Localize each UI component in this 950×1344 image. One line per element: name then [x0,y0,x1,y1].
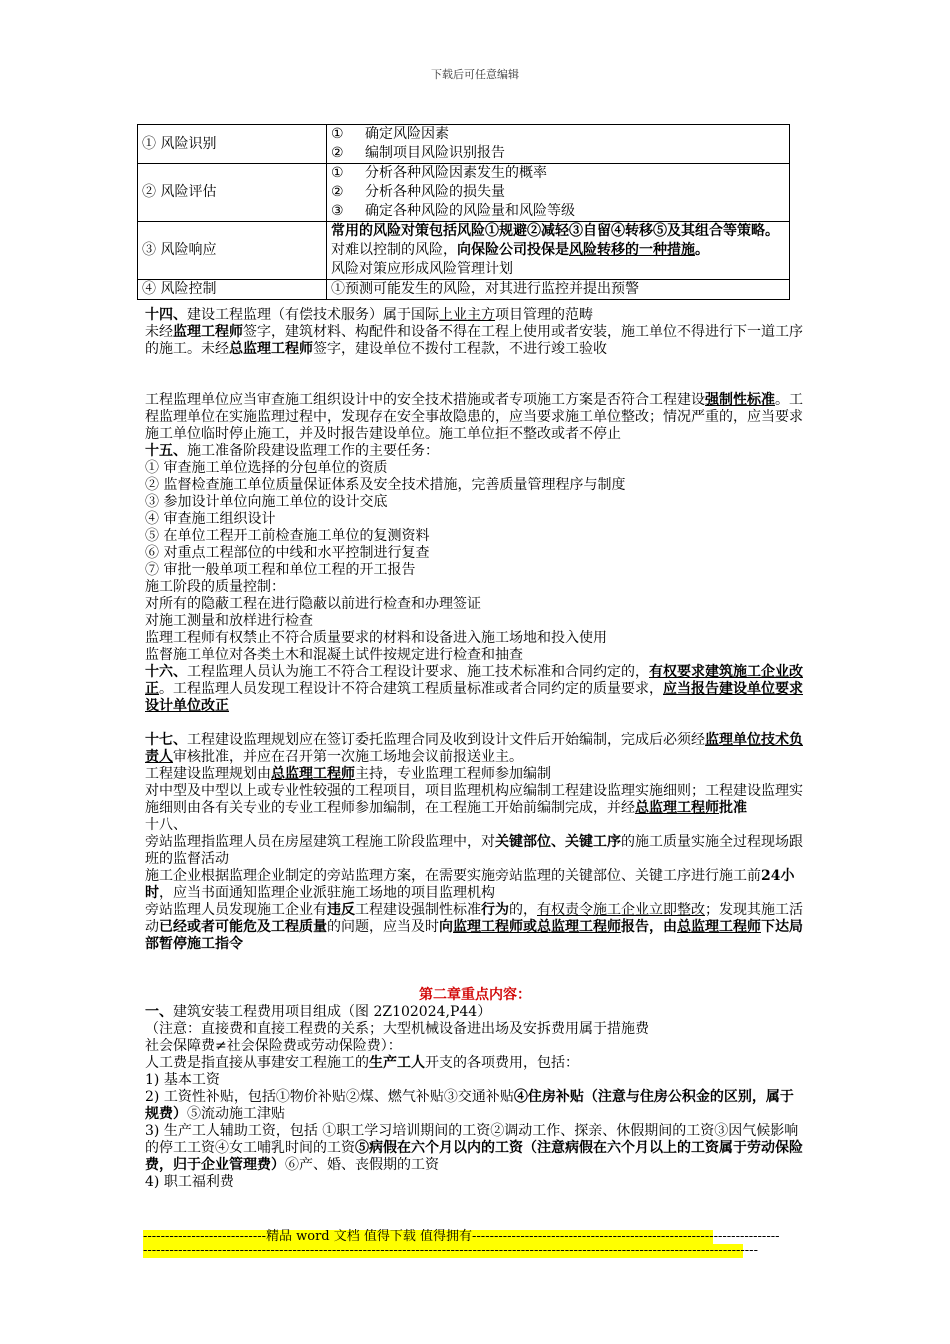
stage-cell: ④ 风险控制 [138,280,327,300]
response-cell: 常用的风险对策包括风险①规避②减轻③自留④转移⑤及其组合等策略。对难以控制的风险，向保险公司投保是风险转移的一种措施。 风险对策应形成风险管理计划 [327,222,790,280]
list-item: ④ 审查施工组织设计 [145,511,276,527]
stage-cell: ③ 风险响应 [138,222,327,280]
list-item: ② 监督检查施工单位质量保证体系及安全技术措施，完善质量管理程序与制度 [145,477,626,493]
risk-management-table [137,124,790,300]
paragraph: 社会保障费≠社会保险费或劳动保险费）： [145,1038,402,1054]
table-row [138,164,790,222]
list-item: ⑦ 审批一般单项工程和单位工程的开工报告 [145,562,416,578]
control-cell: ①预测可能发生的风险，对其进行监控并提出预警 [327,280,790,300]
items-cell [327,125,790,164]
document-body [145,307,805,1191]
list-item: 4) 职工福利费 [145,1174,234,1190]
paragraph: 对中型及中型以上或专业性较强的工程项目，项目监理机构应编制工程建设监理实施细则；工程建设监理实施细则由各有关专业的专业工程师参加编制，在工程施工开始前编制完成，并经总监理工程师批准 [145,783,803,816]
section-15-title: 十五、施工准备阶段建设监理工作的主要任务： [145,443,439,459]
list-item: ① 审查施工单位选择的分包单位的资质 [145,460,388,476]
list-item: ③ 确定各种风险的风险量和风险等级 [331,203,575,219]
paragraph: 人工费是指直接从事建安工程施工的生产工人开支的各项费用，包括： [145,1055,579,1071]
paragraph: 工程建设监理规划由总监理工程师主持，专业监理工程师参加编制 [145,766,551,782]
section-17: 十七、工程建设监理规划应在签订委托监理合同及收到设计文件后开始编制，完成后必须经监理单位技术负责人审核批准，并应在召开第一次施工场地会议前报送业主。 [145,732,803,765]
footer-line: ----------------------------精品 word 文档 值得下载 值得拥有---------------------------------------------------------------------- [143,1229,780,1244]
stage-cell: ① 风险识别 [138,125,327,164]
paragraph: 一、建筑安装工程费用项目组成（图 2Z102024,P44） [145,1004,492,1020]
table-row [138,222,790,280]
table-row [138,125,790,164]
list-item: 对所有的隐蔽工程在进行隐蔽以前进行检查和办理签证 [145,596,481,612]
footer-banner [143,1229,780,1258]
section-14-title: 十四、建设工程监理（有偿技术服务）属于国际上业主方项目管理的范畴 [145,307,593,323]
footer-line: -------------------------------------------------------------------------------------------------------------------------------------------- [143,1243,758,1258]
paragraph: 旁站监理人员发现施工企业有违反工程建设强制性标准行为的，有权责令施工企业立即整改；发现其施工活动已经或者可能危及工程质量的问题，应当及时向监理工程师或总监理工程师报告，由总监理工程师下达局部暂停施工指令 [145,902,803,952]
paragraph: （注意：直接费和直接工程费的关系；大型机械设备进出场及安拆费用属于措施费 [145,1021,649,1037]
list-item: 2) 工资性补贴，包括①物价补贴②煤、燃气补贴③交通补贴④住房补贴（注意与住房公积金的区别，属于规费）⑤流动施工津贴 [145,1089,794,1122]
header-note: 下载后可任意编辑 [431,68,519,81]
paragraph: 旁站监理指监理人员在房屋建筑工程施工阶段监理中，对关键部位、关键工序的施工质量实施全过程现场跟班的监督活动 [145,834,803,867]
paragraph: 未经监理工程师签字，建筑材料、构配件和设备不得在工程上使用或者安装，施工单位不得进行下一道工序的施工。未经总监理工程师签字，建设单位不拨付工程款，不进行竣工验收 [145,324,803,357]
list-item: 监督施工单位对各类土木和混凝土试件按规定进行检查和抽查 [145,647,523,663]
list-item: ⑥ 对重点工程部位的中线和水平控制进行复查 [145,545,430,561]
list-item: 对施工测量和放样进行检查 [145,613,313,629]
list-item: ① 分析各种风险因素发生的概率 [331,165,547,181]
items-cell [327,164,790,222]
list-item: ③ 参加设计单位向施工单位的设计交底 [145,494,388,510]
section-18-title: 十八、 [145,817,187,833]
paragraph: 施工企业根据监理企业制定的旁站监理方案，在需要实施旁站监理的关键部位、关键工序进行施工前24小时，应当书面通知监理企业派驻施工场地的项目监理机构 [145,868,795,901]
table-row [138,280,790,300]
chapter-2-title: 第二章重点内容： [419,987,531,1003]
list-item: ② 分析各种风险的损失量 [331,184,505,200]
list-item: ② 编制项目风险识别报告 [331,145,505,161]
stage-cell: ② 风险评估 [138,164,327,222]
quality-title: 施工阶段的质量控制： [145,579,285,595]
list-item: ① 确定风险因素 [331,126,449,142]
list-item: 1) 基本工资 [145,1072,220,1088]
paragraph: 工程监理单位应当审查施工组织设计中的安全技术措施或者专项施工方案是否符合工程建设强制性标准。工程监理单位在实施监理过程中，发现存在安全事故隐患的，应当要求施工单位整改；情况严重的，应当要求施工单位临时停止施工，并及时报告建设单位。施工单位拒不整改或者不停止 [145,392,803,442]
list-item: 监理工程师有权禁止不符合质量要求的材料和设备进入施工场地和投入使用 [145,630,607,646]
list-item: ⑤ 在单位工程开工前检查施工单位的复测资料 [145,528,430,544]
list-item: 3) 生产工人辅助工资，包括 ①职工学习培训期间的工资②调动工作、探亲、休假期间的工资③因气候影响的停工工资④女工哺乳时间的工资⑤病假在六个月以内的工资（注意病假在六个月以上的工资属于劳动保险费，归于企业管理费）⑥产、婚、丧假期的工资 [145,1123,803,1173]
section-16: 十六、工程监理人员认为施工不符合工程设计要求、施工技术标准和合同约定的，有权要求建筑施工企业改正。工程监理人员发现工程设计不符合建筑工程质量标准或者合同约定的质量要求，应当报告建设单位要求设计单位改正 [145,664,803,714]
